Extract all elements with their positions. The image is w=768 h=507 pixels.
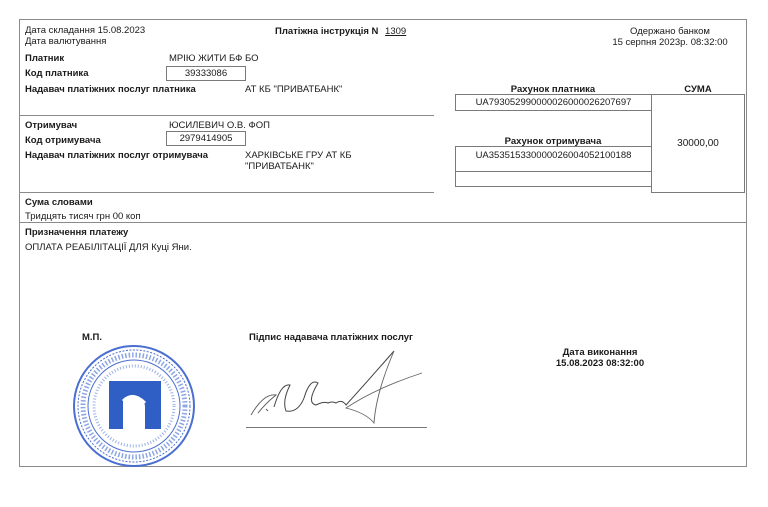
payer-code: 39333086 bbox=[166, 66, 246, 81]
recipient-divider bbox=[19, 192, 434, 193]
payer-account: UA793052990000026000026207697 bbox=[455, 94, 652, 111]
received-datetime: 15 серпня 2023р. 08:32:00 bbox=[612, 37, 728, 48]
amount-words: Тридцять тисяч грн 00 коп bbox=[25, 211, 141, 222]
recipient-provider-line2: "ПРИВАТБАНК" bbox=[245, 161, 314, 172]
instruction-label: Платіжна інструкція N bbox=[275, 26, 379, 37]
payer-account-label: Рахунок платника bbox=[510, 84, 596, 95]
bank-stamp-icon bbox=[71, 343, 197, 469]
instruction-title bbox=[275, 26, 406, 37]
payer-code-label: Код платника bbox=[25, 68, 89, 79]
execution-date bbox=[530, 347, 670, 369]
sum-value: 30000,00 bbox=[651, 94, 745, 193]
payer-label: Платник bbox=[25, 53, 65, 64]
recipient-account-extra bbox=[455, 171, 652, 187]
signature-line bbox=[246, 427, 427, 428]
payer-provider: АТ КБ "ПРИВАТБАНК" bbox=[245, 84, 343, 95]
recipient-account-label: Рахунок отримувача bbox=[504, 136, 602, 147]
execution-label: Дата виконання bbox=[562, 347, 638, 358]
recipient-code: 2979414905 bbox=[166, 131, 246, 146]
recipient-code-label: Код отримувача bbox=[25, 135, 101, 146]
payer-name: МРІЮ ЖИТИ БФ БО bbox=[169, 53, 259, 64]
execution-datetime: 15.08.2023 08:32:00 bbox=[555, 358, 645, 369]
words-divider bbox=[19, 222, 747, 223]
sum-label: СУМА bbox=[684, 84, 712, 95]
value-date-label: Дата валютування bbox=[25, 36, 107, 47]
date-created-label: Дата складання bbox=[25, 25, 95, 36]
signature-icon bbox=[246, 343, 426, 427]
date-created-value: 15.08.2023 bbox=[97, 25, 146, 36]
signature-label: Підпис надавача платіжних послуг bbox=[249, 332, 413, 343]
recipient-name: ЮСИЛЕВИЧ О.В. ФОП bbox=[169, 120, 270, 131]
date-created bbox=[25, 25, 145, 36]
received-label: Одержано банком bbox=[630, 26, 710, 37]
recipient-provider bbox=[245, 150, 352, 172]
received-by-bank bbox=[600, 26, 740, 48]
instruction-number: 1309 bbox=[385, 26, 407, 37]
recipient-provider-line1: ХАРКІВСЬКЕ ГРУ АТ КБ bbox=[245, 150, 352, 161]
recipient-label: Отримувач bbox=[25, 120, 78, 131]
payer-divider bbox=[19, 115, 434, 116]
recipient-account: UA353515330000026004052100188 bbox=[455, 146, 652, 172]
stamp-label: М.П. bbox=[82, 332, 103, 343]
amount-words-label: Сума словами bbox=[25, 197, 93, 208]
purpose-text: ОПЛАТА РЕАБІЛІТАЦІЇ ДЛЯ Куці Яни. bbox=[25, 242, 192, 253]
payer-provider-label: Надавач платіжних послуг платника bbox=[25, 84, 196, 95]
recipient-provider-label: Надавач платіжних послуг отримувача bbox=[25, 150, 209, 161]
purpose-label: Призначення платежу bbox=[25, 227, 129, 238]
